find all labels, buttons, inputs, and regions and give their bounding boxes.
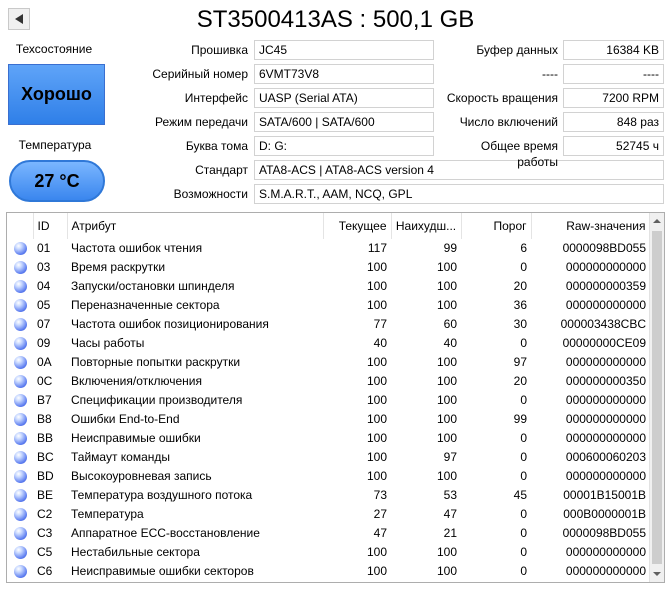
power-count-label: Число включений <box>459 115 558 129</box>
row-threshold: 0 <box>520 336 527 350</box>
table-row[interactable] <box>7 562 650 581</box>
scroll-down-arrow-icon[interactable] <box>650 566 664 582</box>
row-attribute: Запуски/остановки шпинделя <box>71 279 235 293</box>
row-attribute: Таймаут команды <box>71 450 171 464</box>
row-id: 0C <box>37 374 53 388</box>
row-worst: 21 <box>443 526 457 540</box>
status-dot-icon <box>14 565 27 578</box>
status-dot-icon <box>14 375 27 388</box>
row-attribute: Температура <box>71 507 144 521</box>
row-raw: 000000000000 <box>565 393 646 407</box>
row-worst: 47 <box>443 507 457 521</box>
row-raw: 000000000359 <box>565 279 646 293</box>
scroll-up-arrow-icon[interactable] <box>650 213 664 229</box>
transfer-mode-value: SATA/600 | SATA/600 <box>254 112 434 132</box>
row-raw: 000003438CBC <box>560 317 646 331</box>
row-raw: 000000000000 <box>565 412 646 426</box>
table-row[interactable] <box>7 448 650 467</box>
table-row[interactable] <box>7 372 650 391</box>
row-id: BB <box>37 431 54 445</box>
row-threshold: 0 <box>520 260 527 274</box>
health-label: Техсостояние <box>15 42 93 56</box>
row-id: 0A <box>37 355 52 369</box>
row-attribute: Частота ошибок чтения <box>71 241 203 255</box>
row-threshold: 0 <box>520 450 527 464</box>
row-threshold: 0 <box>520 526 527 540</box>
row-worst: 100 <box>436 545 457 559</box>
row-current: 117 <box>367 241 387 255</box>
row-current: 100 <box>366 469 387 483</box>
row-current: 100 <box>366 298 387 312</box>
status-dot-icon <box>14 318 27 331</box>
row-threshold: 0 <box>520 564 527 578</box>
row-raw: 000000000000 <box>565 298 646 312</box>
header-raw[interactable]: Raw-значения <box>531 213 650 239</box>
row-worst: 100 <box>436 431 457 445</box>
status-dot-icon <box>14 261 27 274</box>
row-threshold: 99 <box>513 412 527 426</box>
row-worst: 100 <box>436 298 457 312</box>
table-row[interactable] <box>7 429 650 448</box>
row-worst: 60 <box>443 317 457 331</box>
serial-label: Серийный номер <box>152 67 248 81</box>
row-attribute: Температура воздушного потока <box>71 488 253 502</box>
row-current: 77 <box>373 317 387 331</box>
row-attribute: Включения/отключения <box>71 374 202 388</box>
row-id: C3 <box>37 526 53 540</box>
row-raw: 000000000000 <box>565 260 646 274</box>
header-current[interactable]: Текущее <box>323 213 391 239</box>
scroll-thumb[interactable] <box>652 231 662 564</box>
row-id: BD <box>37 469 54 483</box>
row-id: BE <box>37 488 54 502</box>
row-raw: 00000000CE09 <box>562 336 646 350</box>
table-header-row <box>7 213 650 239</box>
status-dot-icon <box>14 280 27 293</box>
row-id: 09 <box>37 336 51 350</box>
row-threshold: 45 <box>513 488 527 502</box>
row-attribute: Спецификации производителя <box>71 393 243 407</box>
status-dot-icon <box>14 413 27 426</box>
row-current: 47 <box>373 526 387 540</box>
unknown-label: ---- <box>542 67 558 81</box>
standard-label: Стандарт <box>195 163 248 177</box>
table-row[interactable] <box>7 353 650 372</box>
row-attribute: Переназначенные сектора <box>71 298 220 312</box>
row-current: 100 <box>366 279 387 293</box>
status-dot-icon <box>14 527 27 540</box>
table-row[interactable] <box>7 277 650 296</box>
row-attribute: Частота ошибок позиционирования <box>71 317 269 331</box>
status-dot-icon <box>14 451 27 464</box>
row-threshold: 0 <box>520 545 527 559</box>
row-worst: 100 <box>436 564 457 578</box>
power-count-value: 848 раз <box>563 112 664 132</box>
row-id: B8 <box>37 412 52 426</box>
row-threshold: 20 <box>513 279 527 293</box>
header-id[interactable]: ID <box>33 213 67 239</box>
row-threshold: 6 <box>520 241 527 255</box>
firmware-label: Прошивка <box>191 43 248 57</box>
row-current: 100 <box>366 564 387 578</box>
row-threshold: 36 <box>513 298 527 312</box>
table-row[interactable] <box>7 296 650 315</box>
table-row[interactable] <box>7 315 650 334</box>
row-threshold: 97 <box>513 355 527 369</box>
row-attribute: Время раскрутки <box>71 260 166 274</box>
temperature-badge[interactable]: 27 °C <box>9 160 105 202</box>
unknown-value: ---- <box>563 64 664 84</box>
row-raw: 000000000000 <box>565 355 646 369</box>
row-raw: 000000000000 <box>565 431 646 445</box>
table-row[interactable] <box>7 410 650 429</box>
status-dot-icon <box>14 356 27 369</box>
features-label: Возможности <box>173 187 248 201</box>
row-raw: 000000000000 <box>565 564 646 578</box>
status-dot-icon <box>14 337 27 350</box>
rotation-label: Скорость вращения <box>446 91 558 105</box>
temperature-label: Температура <box>18 138 92 152</box>
row-raw: 000000000000 <box>565 545 646 559</box>
table-scrollbar[interactable] <box>649 213 664 582</box>
status-dot-icon <box>14 546 27 559</box>
row-raw: 000000000350 <box>565 374 646 388</box>
row-id: 04 <box>37 279 51 293</box>
table-row[interactable] <box>7 239 650 258</box>
row-current: 100 <box>366 450 387 464</box>
power-hours-label: Общее время работы <box>480 139 558 169</box>
row-worst: 97 <box>443 450 457 464</box>
drive-letter-value: D: G: <box>254 136 434 156</box>
buffer-label: Буфер данных <box>476 43 558 57</box>
table-row[interactable] <box>7 391 650 410</box>
row-id: C6 <box>37 564 53 578</box>
row-threshold: 0 <box>520 393 527 407</box>
table-row[interactable] <box>7 258 650 277</box>
row-attribute: Ошибки End-to-End <box>71 412 180 426</box>
row-raw: 000600060203 <box>565 450 646 464</box>
row-id: 05 <box>37 298 51 312</box>
transfer-mode-label: Режим передачи <box>155 115 248 129</box>
row-attribute: Аппаратное ECC-восстановление <box>71 526 260 540</box>
status-dot-icon <box>14 489 27 502</box>
row-threshold: 30 <box>513 317 527 331</box>
table-row[interactable] <box>7 334 650 353</box>
row-worst: 100 <box>436 260 457 274</box>
row-raw: 000B0000001B <box>563 507 646 521</box>
drive-letter-label: Буква тома <box>185 139 248 153</box>
row-current: 100 <box>366 431 387 445</box>
serial-value: 6VMT73V8 <box>254 64 434 84</box>
row-raw: 00001B15001B <box>563 488 646 502</box>
table-row[interactable] <box>7 505 650 524</box>
row-attribute: Высокоуровневая запись <box>71 469 212 483</box>
row-raw: 000000000000 <box>565 469 646 483</box>
status-dot-icon <box>14 242 27 255</box>
row-worst: 100 <box>436 374 457 388</box>
row-worst: 40 <box>443 336 457 350</box>
row-id: C5 <box>37 545 53 559</box>
table-row[interactable] <box>7 543 650 562</box>
header-attribute[interactable]: Атрибут <box>67 213 323 239</box>
header-threshold[interactable]: Порог <box>461 213 531 239</box>
table-row[interactable] <box>7 524 650 543</box>
status-dot-icon <box>14 299 27 312</box>
buffer-value: 16384 KB <box>563 40 664 60</box>
status-dot-icon <box>14 470 27 483</box>
row-current: 40 <box>373 336 387 350</box>
table-row[interactable] <box>7 467 650 486</box>
row-threshold: 0 <box>520 507 527 521</box>
row-worst: 100 <box>436 355 457 369</box>
row-threshold: 0 <box>520 431 527 445</box>
health-status-button[interactable]: Хорошо <box>8 64 105 125</box>
smart-table[interactable] <box>6 212 665 583</box>
status-dot-icon <box>14 394 27 407</box>
row-id: 07 <box>37 317 51 331</box>
row-current: 100 <box>366 260 387 274</box>
row-current: 73 <box>373 488 387 502</box>
row-id: BC <box>37 450 54 464</box>
table-row[interactable] <box>7 486 650 505</box>
header-status[interactable] <box>7 213 33 239</box>
row-attribute: Часы работы <box>71 336 145 350</box>
status-dot-icon <box>14 508 27 521</box>
row-attribute: Повторные попытки раскрутки <box>71 355 241 369</box>
features-value: S.M.A.R.T., AAM, NCQ, GPL <box>254 184 664 204</box>
row-threshold: 0 <box>520 469 527 483</box>
row-raw: 0000098BD055 <box>562 241 646 255</box>
row-raw: 0000098BD055 <box>562 526 646 540</box>
row-attribute: Нестабильные сектора <box>71 545 200 559</box>
firmware-value: JC45 <box>254 40 434 60</box>
drive-title: ST3500413AS : 500,1 GB <box>196 6 475 33</box>
status-dot-icon <box>14 432 27 445</box>
row-worst: 99 <box>443 241 457 255</box>
header-worst[interactable]: Наихудш... <box>391 213 461 239</box>
row-threshold: 20 <box>513 374 527 388</box>
standard-value: ATA8-ACS | ATA8-ACS version 4 <box>254 160 664 180</box>
power-hours-value: 52745 ч <box>563 136 664 156</box>
row-id: 01 <box>37 241 51 255</box>
row-current: 100 <box>366 355 387 369</box>
rotation-value: 7200 RPM <box>563 88 664 108</box>
row-worst: 53 <box>443 488 457 502</box>
row-id: 03 <box>37 260 51 274</box>
row-id: B7 <box>37 393 52 407</box>
row-worst: 100 <box>436 393 457 407</box>
row-current: 100 <box>366 545 387 559</box>
row-worst: 100 <box>436 469 457 483</box>
row-worst: 100 <box>436 412 457 426</box>
row-worst: 100 <box>436 279 457 293</box>
row-attribute: Неисправимые ошибки секторов <box>71 564 254 578</box>
row-current: 100 <box>366 374 387 388</box>
row-current: 27 <box>373 507 387 521</box>
row-current: 100 <box>366 393 387 407</box>
row-current: 100 <box>366 412 387 426</box>
row-id: C2 <box>37 507 53 521</box>
row-attribute: Неисправимые ошибки <box>71 431 201 445</box>
interface-value: UASP (Serial ATA) <box>254 88 434 108</box>
interface-label: Интерфейс <box>184 91 248 105</box>
